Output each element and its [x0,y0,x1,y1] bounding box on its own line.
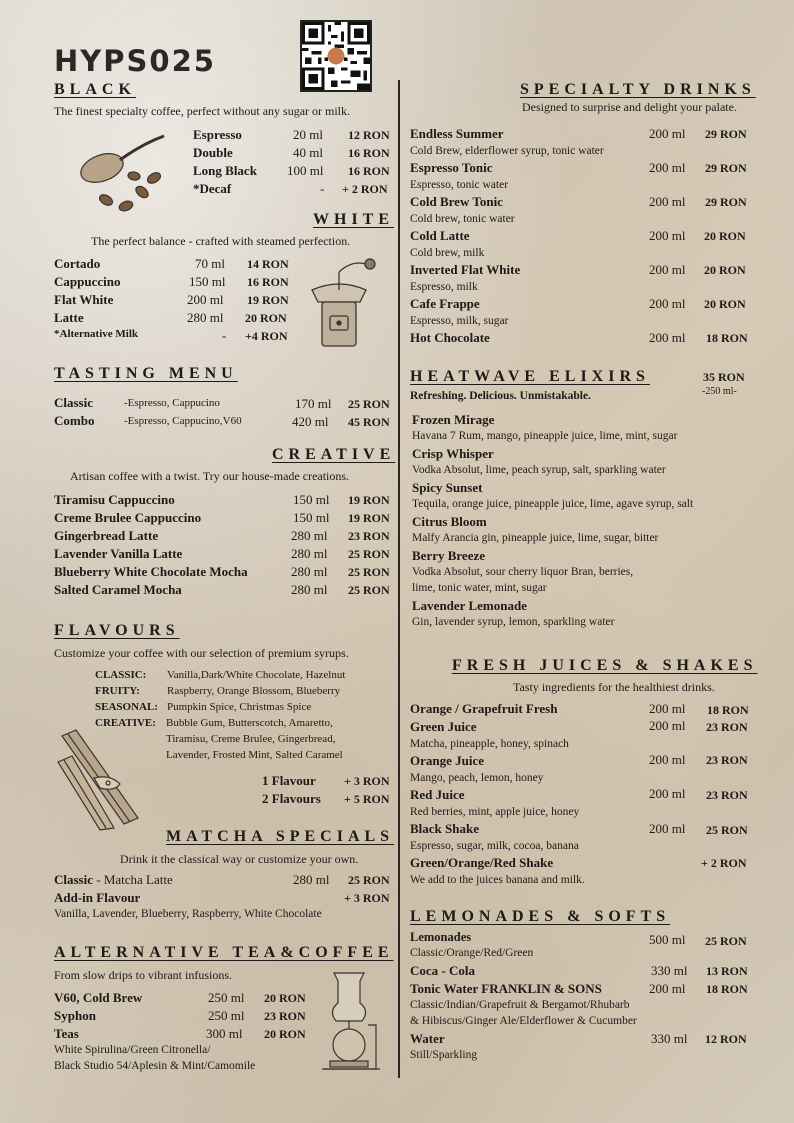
menu-item-volume: 200 ml [649,194,686,209]
menu-item-price: 20 RON [704,297,746,311]
menu-item-price: + 3 RON [344,891,390,905]
menu-item-price: 29 RON [705,161,747,175]
menu-item-price: 20 RON [704,263,746,277]
menu-item-name: Orange / Grapefruit Fresh [410,701,558,716]
menu-item-volume: 500 ml [649,932,686,947]
menu-item-desc: Cold brew, tonic water [410,213,515,225]
menu-item-name: Crisp Whisper [412,446,494,461]
menu-item-name: Red Juice [410,787,465,802]
menu-item-volume: 200 ml [649,701,686,716]
menu-item-desc: Classic/Indian/Grapefruit & Bergamot/Rhubarb [410,999,630,1011]
menu-item-price: 20 RON [245,311,287,325]
menu-item-name: Salted Caramel Mocha [54,582,182,597]
menu-item-desc: lime, tonic water, mint, sugar [412,582,547,594]
menu-item-price: 19 RON [348,493,390,507]
menu-item-price: 16 RON [348,146,390,160]
menu-item-volume: 280 ml [291,582,328,597]
heatwave-volume: -250 ml- [702,386,737,397]
menu-item-desc: Espresso, milk, sugar [410,315,509,327]
menu-item-name: Tonic Water FRANKLIN & SONS [410,981,602,996]
menu-item-volume: 280 ml [291,546,328,561]
menu-item-name: Orange Juice [410,753,485,768]
menu-item-volume: 70 ml [195,256,225,271]
menu-item-name: Gingerbread Latte [54,528,159,543]
menu-item-name: Cortado [54,256,101,271]
menu-item-name: Flat White [54,292,114,307]
flavour-group-list: Tiramisu, Creme Brulee, Gingerbread, [166,733,336,745]
menu-item-volume: 200 ml [649,228,686,243]
menu-item-desc: Espresso, sugar, milk, cocoa, banana [410,840,579,852]
menu-item-name: Combo [54,413,95,428]
menu-item-name: Tiramisu Cappuccino [54,492,175,507]
menu-item-desc: Mango, peach, lemon, honey [410,772,544,784]
menu-item-price: +4 RON [245,329,288,343]
menu-item-price: 29 RON [705,127,747,141]
flavour-group-list: Pumpkin Spice, Christmas Spice [167,701,312,713]
menu-item-volume: 150 ml [189,274,226,289]
menu-item-desc: Black Studio 54/Aplesin & Mint/Camomile [54,1060,256,1072]
menu-item-name: Latte [54,310,84,325]
menu-item-volume: 200 ml [649,718,686,733]
menu-item-price: 23 RON [348,529,390,543]
flavour-group-label: FRUITY: [95,685,140,697]
section-subtitle-juices: Tasty ingredients for the healthiest drinks. [513,680,715,694]
menu-item-name: Endless Summer [410,126,504,141]
menu-item-desc: Classic/Orange/Red/Green [410,947,534,959]
menu-item-desc: Havana 7 Rum, mango, pineapple juice, lime, mint, sugar [412,430,678,442]
menu-item-desc: Cold Brew, elderflower syrup, tonic water [410,145,604,157]
section-title-white: WHITE [313,211,395,228]
menu-item-name: Coca - Cola [410,963,475,978]
flavour-group-list: Raspberry, Orange Blossom, Blueberry [167,685,341,697]
menu-item-volume: 280 ml [291,564,328,579]
section-title-tasting: TASTING MENU [54,365,238,382]
section-subtitle-white: The perfect balance - crafted with steamed perfection. [91,234,351,248]
menu-item-volume: 200 ml [649,981,686,996]
menu-item-name: Long Black [193,163,257,178]
flavour-group-list: Vanilla,Dark/White Chocolate, Hazelnut [167,669,346,681]
menu-item-desc: Still/Sparkling [410,1049,478,1061]
menu-item-price: + 5 RON [344,792,390,806]
menu-item-desc: Matcha, pineapple, honey, spinach [410,738,569,750]
menu-item-name: Syphon [54,1008,96,1023]
menu-item-name: 2 Flavours [262,791,321,806]
flavour-group-list: Bubble Gum, Butterscotch, Amaretto, [166,717,333,729]
menu-item-desc: Espresso, milk [410,281,478,293]
section-title-matcha: MATCHA SPECIALS [166,828,395,845]
menu-item-name: Lavender Lemonade [412,598,527,613]
section-subtitle-flavours: Customize your coffee with our selection of premium syrups. [54,646,349,660]
menu-item-name: Cold Brew Tonic [410,194,503,209]
menu-item-name: Classic [54,872,93,887]
menu-item-volume: 200 ml [649,262,686,277]
menu-item-price: 29 RON [705,195,747,209]
menu-item-price: + 3 RON [344,774,390,788]
menu-item-volume: 200 ml [649,786,686,801]
menu-item-volume: 200 ml [649,330,686,345]
menu-item-name: Creme Brulee Cappuccino [54,510,202,525]
flavour-group-label: SEASONAL: [95,701,158,713]
syphon-icon [312,965,386,1077]
menu-item-desc: -Espresso, Cappucino,V60 [124,415,242,427]
flavour-group-list: Lavender, Frosted Mint, Salted Caramel [166,749,343,761]
menu-item-price: 14 RON [247,257,289,271]
section-title-specialty: SPECIALTY DRINKS [520,81,756,98]
section-title-lemonades: LEMONADES & SOFTS [410,908,671,925]
menu-item-price: 18 RON [706,982,748,996]
menu-item-name: Cafe Frappe [410,296,480,311]
section-title-juices: FRESH JUICES & SHAKES [452,657,758,674]
menu-item-price: 16 RON [348,164,390,178]
menu-item-desc: Malfy Arancia gin, pineapple juice, lime, sugar, bitter [412,532,659,544]
menu-item-volume: - [222,328,227,343]
menu-item-price: 25 RON [706,823,748,837]
menu-item-name: Lavender Vanilla Latte [54,546,183,561]
menu-item-volume: 280 ml [291,528,328,543]
menu-item-volume: 200 ml [187,292,224,307]
menu-item-price: 19 RON [348,511,390,525]
menu-item-price: 12 RON [705,1032,747,1046]
flavour-group-label: CREATIVE: [95,717,156,729]
section-subtitle-creative: Artisan coffee with a twist. Try our house-made creations. [70,469,350,483]
menu-item-price: 18 RON [706,331,748,345]
menu-item-volume: 330 ml [651,963,688,978]
menu-item-name: Add-in Flavour [54,890,141,905]
menu-item-price: 25 RON [348,397,390,411]
section-title-alternative: ALTERNATIVE TEA&COFFEE [54,944,394,961]
section-subtitle-heatwave: Refreshing. Delicious. Unmistakable. [410,390,591,402]
menu-item-volume: 280 ml [187,310,224,325]
menu-item-price: 12 RON [348,128,390,142]
menu-item-desc: Espresso, tonic water [410,179,509,191]
menu-item-name: Teas [54,1026,79,1041]
menu-item-price: 25 RON [348,583,390,597]
menu-item-matcha-classic [54,872,173,888]
cinnamon-icon [54,722,150,832]
menu-item-name: Berry Breeze [412,548,486,563]
menu-item-name: Hot Chocolate [410,330,490,345]
coffee-beans-spoon-icon [76,130,172,222]
menu-item-desc: -Espresso, Cappucino [124,397,220,409]
menu-item-price: 25 RON [348,873,390,887]
coffee-grinder-icon [300,250,378,350]
menu-item-volume: 40 ml [293,145,323,160]
menu-item-volume: 200 ml [649,160,686,175]
menu-item-volume: 300 ml [206,1026,243,1041]
heatwave-price: 35 RON [703,370,745,384]
menu-item-desc: White Spirulina/Green Citronella/ [54,1044,211,1056]
menu-item-name: Classic [54,395,93,410]
menu-item-name: Cappuccino [54,274,121,289]
menu-item-desc: Vodka Absolut, lime, peach syrup, salt, sparkling water [412,464,666,476]
menu-item-price: 23 RON [706,720,748,734]
menu-item-name: Black Shake [410,821,479,836]
menu-item-name: V60, Cold Brew [54,990,143,1005]
menu-item-price: 25 RON [348,565,390,579]
section-title-heatwave: HEATWAVE ELIXIRS [410,368,650,385]
menu-item-volume: 100 ml [287,163,324,178]
menu-item-desc: Vodka Absolut, sour cherry liquor Bran, berries, [412,566,634,578]
section-subtitle-matcha: Drink it the classical way or customize your own. [120,852,359,866]
menu-item-name: Lemonades [410,930,472,944]
menu-item-volume: 330 ml [651,1031,688,1046]
menu-item-volume: 200 ml [649,752,686,767]
menu-item-name: Blueberry White Chocolate Mocha [54,564,248,579]
menu-item-volume: 150 ml [293,492,330,507]
menu-item-name: *Alternative Milk [54,328,139,340]
menu-item-desc: & Hibiscus/Ginger Ale/Elderflower & Cucumber [410,1015,637,1027]
menu-item-price: 25 RON [348,547,390,561]
menu-item-desc: Tequila, orange juice, pineapple juice, lime, agave syrup, salt [412,498,694,510]
menu-item-price: + 2 RON [342,182,388,196]
menu-item-name: Water [410,1031,445,1046]
menu-item-name: Cold Latte [410,228,470,243]
menu-item-desc: Vanilla, Lavender, Blueberry, Raspberry, White Chocolate [54,908,322,920]
menu-item-name: 1 Flavour [262,773,316,788]
menu-item-price: 19 RON [247,293,289,307]
menu-item-volume: 250 ml [208,1008,245,1023]
menu-item-name: Green/Orange/Red Shake [410,855,554,870]
menu-item-desc: - Matcha Latte [96,872,173,887]
menu-item-price: 16 RON [247,275,289,289]
menu-item-price: 45 RON [348,415,390,429]
menu-item-volume: 200 ml [649,821,686,836]
menu-item-name: Double [193,145,233,160]
brand-logo: HYPS025 [54,44,216,78]
menu-item-volume: 150 ml [293,510,330,525]
menu-item-volume: 280 ml [293,872,330,887]
menu-item-name: Frozen Mirage [412,412,495,427]
menu-item-volume: 200 ml [649,126,686,141]
menu-item-price: 18 RON [707,703,749,717]
section-title-black: BLACK [54,81,136,98]
menu-item-price: 25 RON [705,934,747,948]
menu-item-volume: 420 ml [292,414,329,429]
menu-item-name: Citrus Bloom [412,514,487,529]
menu-item-name: Spicy Sunset [412,480,483,495]
menu-item-name: Espresso Tonic [410,160,493,175]
menu-item-volume: 250 ml [208,990,245,1005]
section-subtitle-black: The finest specialty coffee, perfect without any sugar or milk. [54,104,351,118]
menu-item-desc: Red berries, mint, apple juice, honey [410,806,580,818]
menu-item-desc: Gin, lavender syrup, lemon, sparkling water [412,616,615,628]
menu-item-price: 20 RON [264,1027,306,1041]
menu-item-volume: - [320,181,325,196]
menu-item-price: 23 RON [706,753,748,767]
menu-item-volume: 20 ml [293,127,323,142]
menu-item-price: 23 RON [264,1009,306,1023]
section-title-creative: CREATIVE [272,446,396,463]
flavour-group-label: CLASSIC: [95,669,147,681]
section-subtitle-alternative: From slow drips to vibrant infusions. [54,968,233,982]
menu-item-desc: Cold brew, milk [410,247,485,259]
menu-item-name: Inverted Flat White [410,262,521,277]
menu-item-name: *Decaf [193,181,232,196]
menu-item-volume: 170 ml [295,396,332,411]
menu-item-price: + 2 RON [701,856,747,870]
qr-code-icon[interactable] [300,20,372,92]
menu-item-name: Green Juice [410,719,477,734]
section-title-flavours: FLAVOURS [54,622,180,639]
menu-item-volume: 200 ml [649,296,686,311]
menu-item-price: 23 RON [706,788,748,802]
menu-item-price: 20 RON [264,991,306,1005]
menu-item-price: 13 RON [706,964,748,978]
section-subtitle-specialty: Designed to surprise and delight your palate. [522,100,737,114]
menu-item-price: 20 RON [704,229,746,243]
menu-item-desc: We add to the juices banana and milk. [410,874,585,886]
column-divider [398,80,400,1078]
menu-item-name: Espresso [193,127,242,142]
